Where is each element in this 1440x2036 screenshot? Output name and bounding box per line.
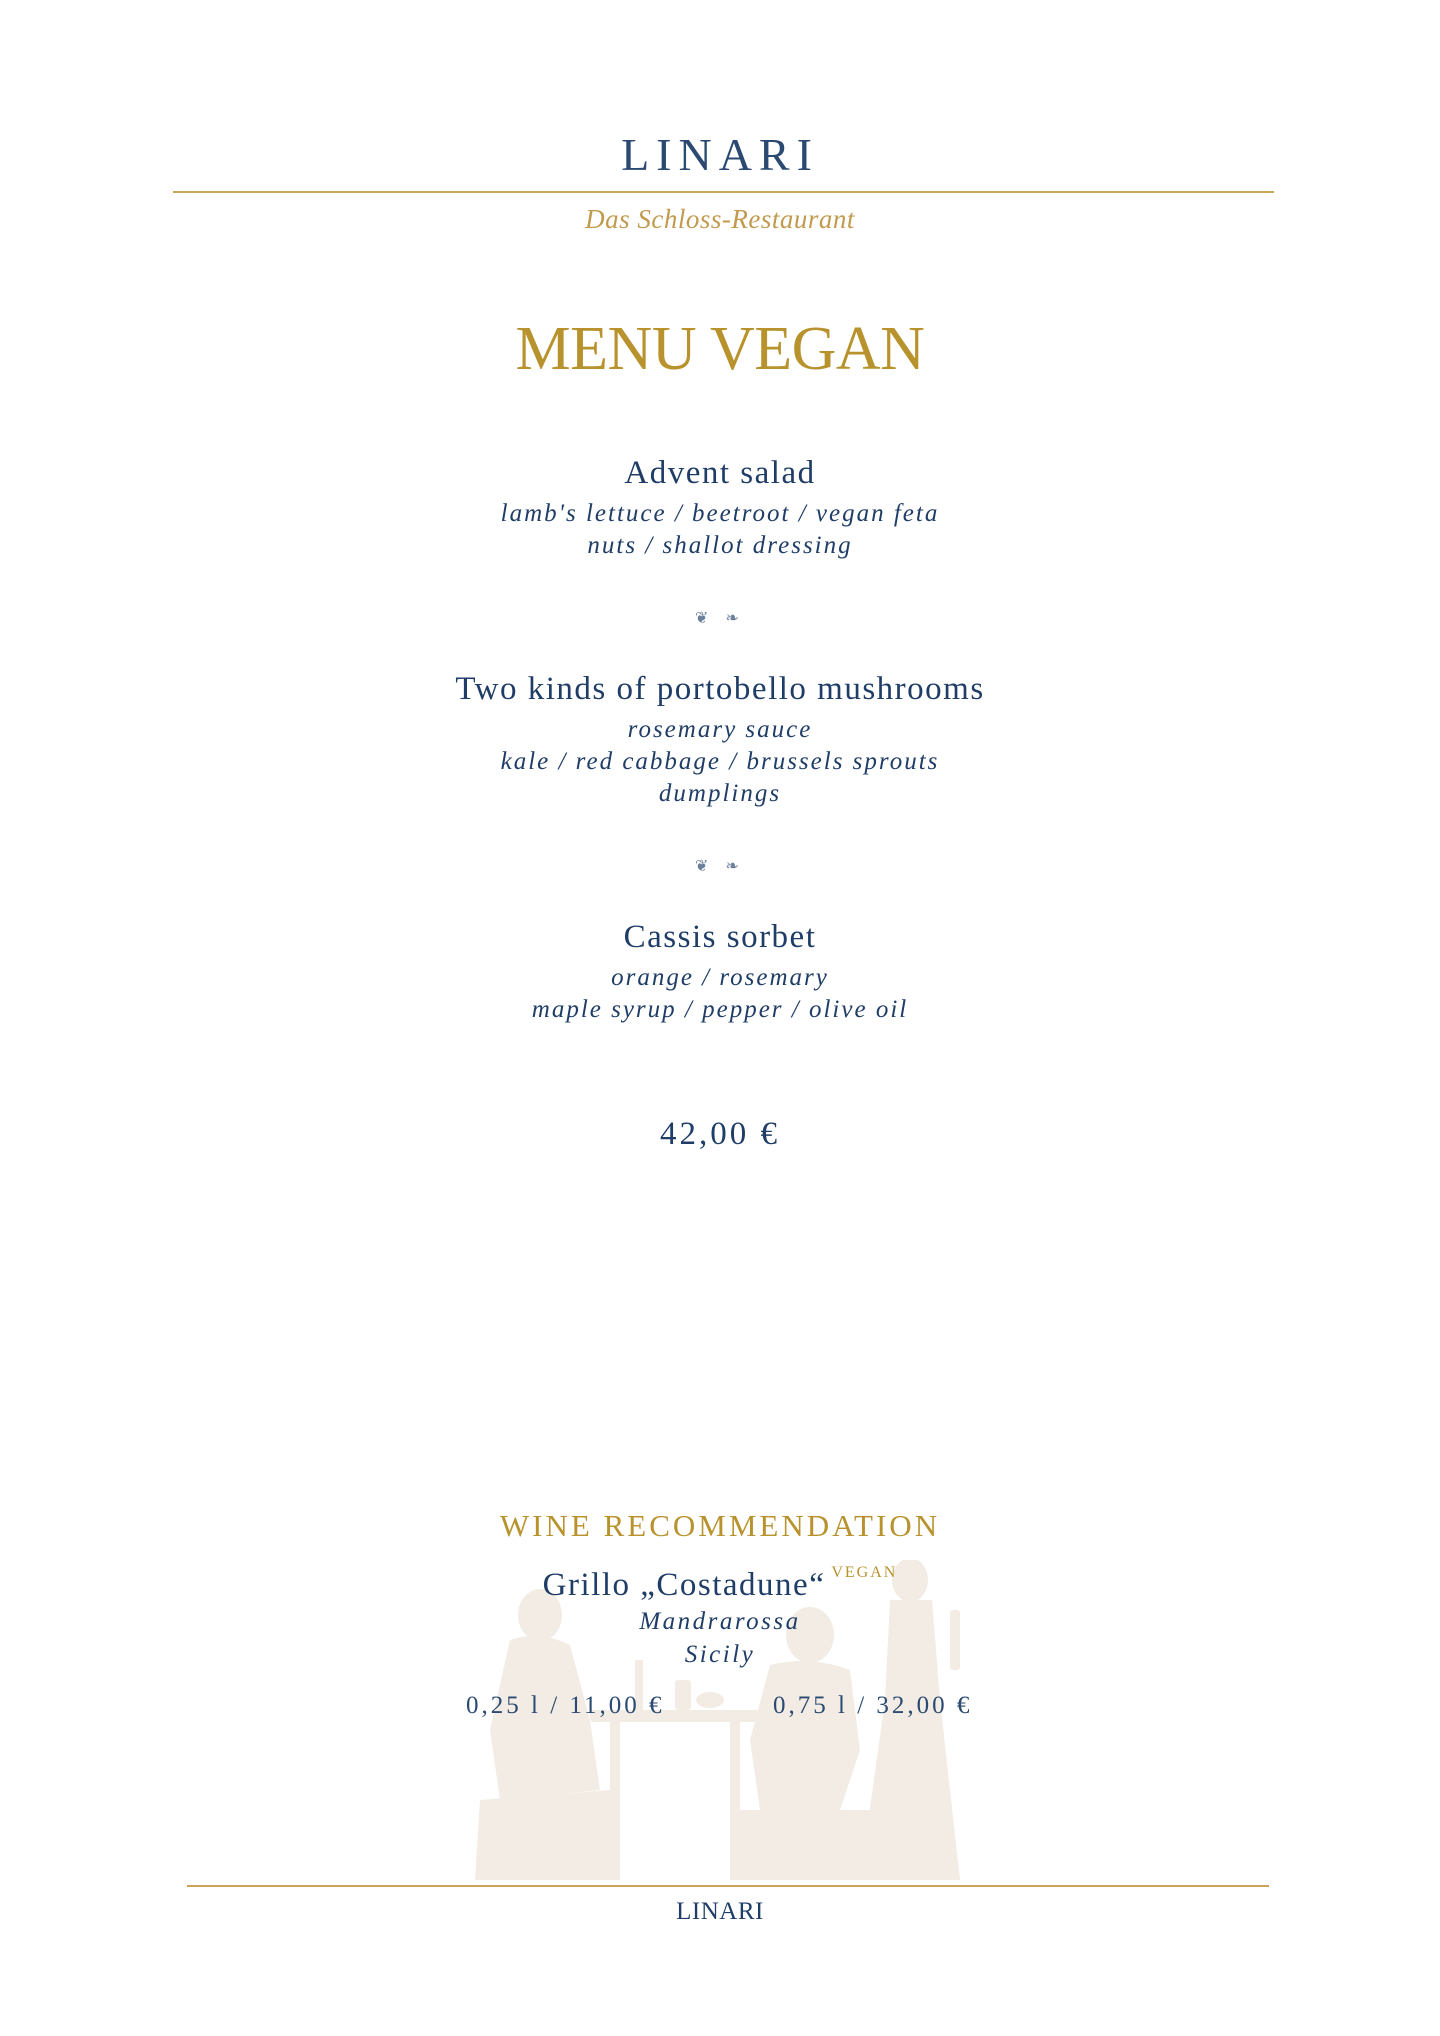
menu-price: 42,00 € [660, 1116, 780, 1152]
course-3-description-line-2: maple syrup / pepper / olive oil [531, 996, 909, 1023]
header-divider [173, 191, 1274, 193]
wine-name-text: Grillo „Costadune“ [542, 1567, 826, 1603]
course-2-name: Two kinds of portobello mushrooms [455, 671, 985, 707]
restaurant-subtitle: Das Schloss-Restaurant [585, 204, 855, 234]
course-2-description-line-3: dumplings [658, 780, 782, 807]
wine-price-bottle: 0,75 l / 32,00 € [773, 1692, 973, 1719]
wine-price-glass: 0,25 l / 11,00 € [466, 1692, 665, 1719]
course-3-name: Cassis sorbet [623, 919, 817, 955]
course-separator-ornament: ❦ ❧ [695, 608, 745, 627]
menu-title: MENU VEGAN [515, 315, 925, 383]
vegan-badge: VEGAN [831, 1564, 898, 1581]
course-separator-ornament: ❦ ❧ [695, 856, 745, 875]
course-1-name: Advent salad [624, 455, 816, 491]
wine-region: Sicily [684, 1641, 756, 1668]
footer-brand: LINARI [676, 1898, 764, 1925]
course-2-description-line-2: kale / red cabbage / brussels sprouts [500, 748, 940, 775]
wine-recommendation-heading: WINE RECOMMENDATION [499, 1508, 941, 1543]
wine-name [0, 1564, 1440, 1604]
course-3-description-line-1: orange / rosemary [611, 964, 829, 991]
restaurant-logo-title: LINARI [621, 129, 819, 180]
course-1-description-line-1: lamb's lettuce / beetroot / vegan feta [500, 500, 940, 527]
course-2-description-line-1: rosemary sauce [627, 716, 813, 743]
wine-producer: Mandrarossa [639, 1608, 801, 1635]
course-1-description-line-2: nuts / shallot dressing [587, 532, 853, 559]
footer-divider [187, 1885, 1269, 1887]
